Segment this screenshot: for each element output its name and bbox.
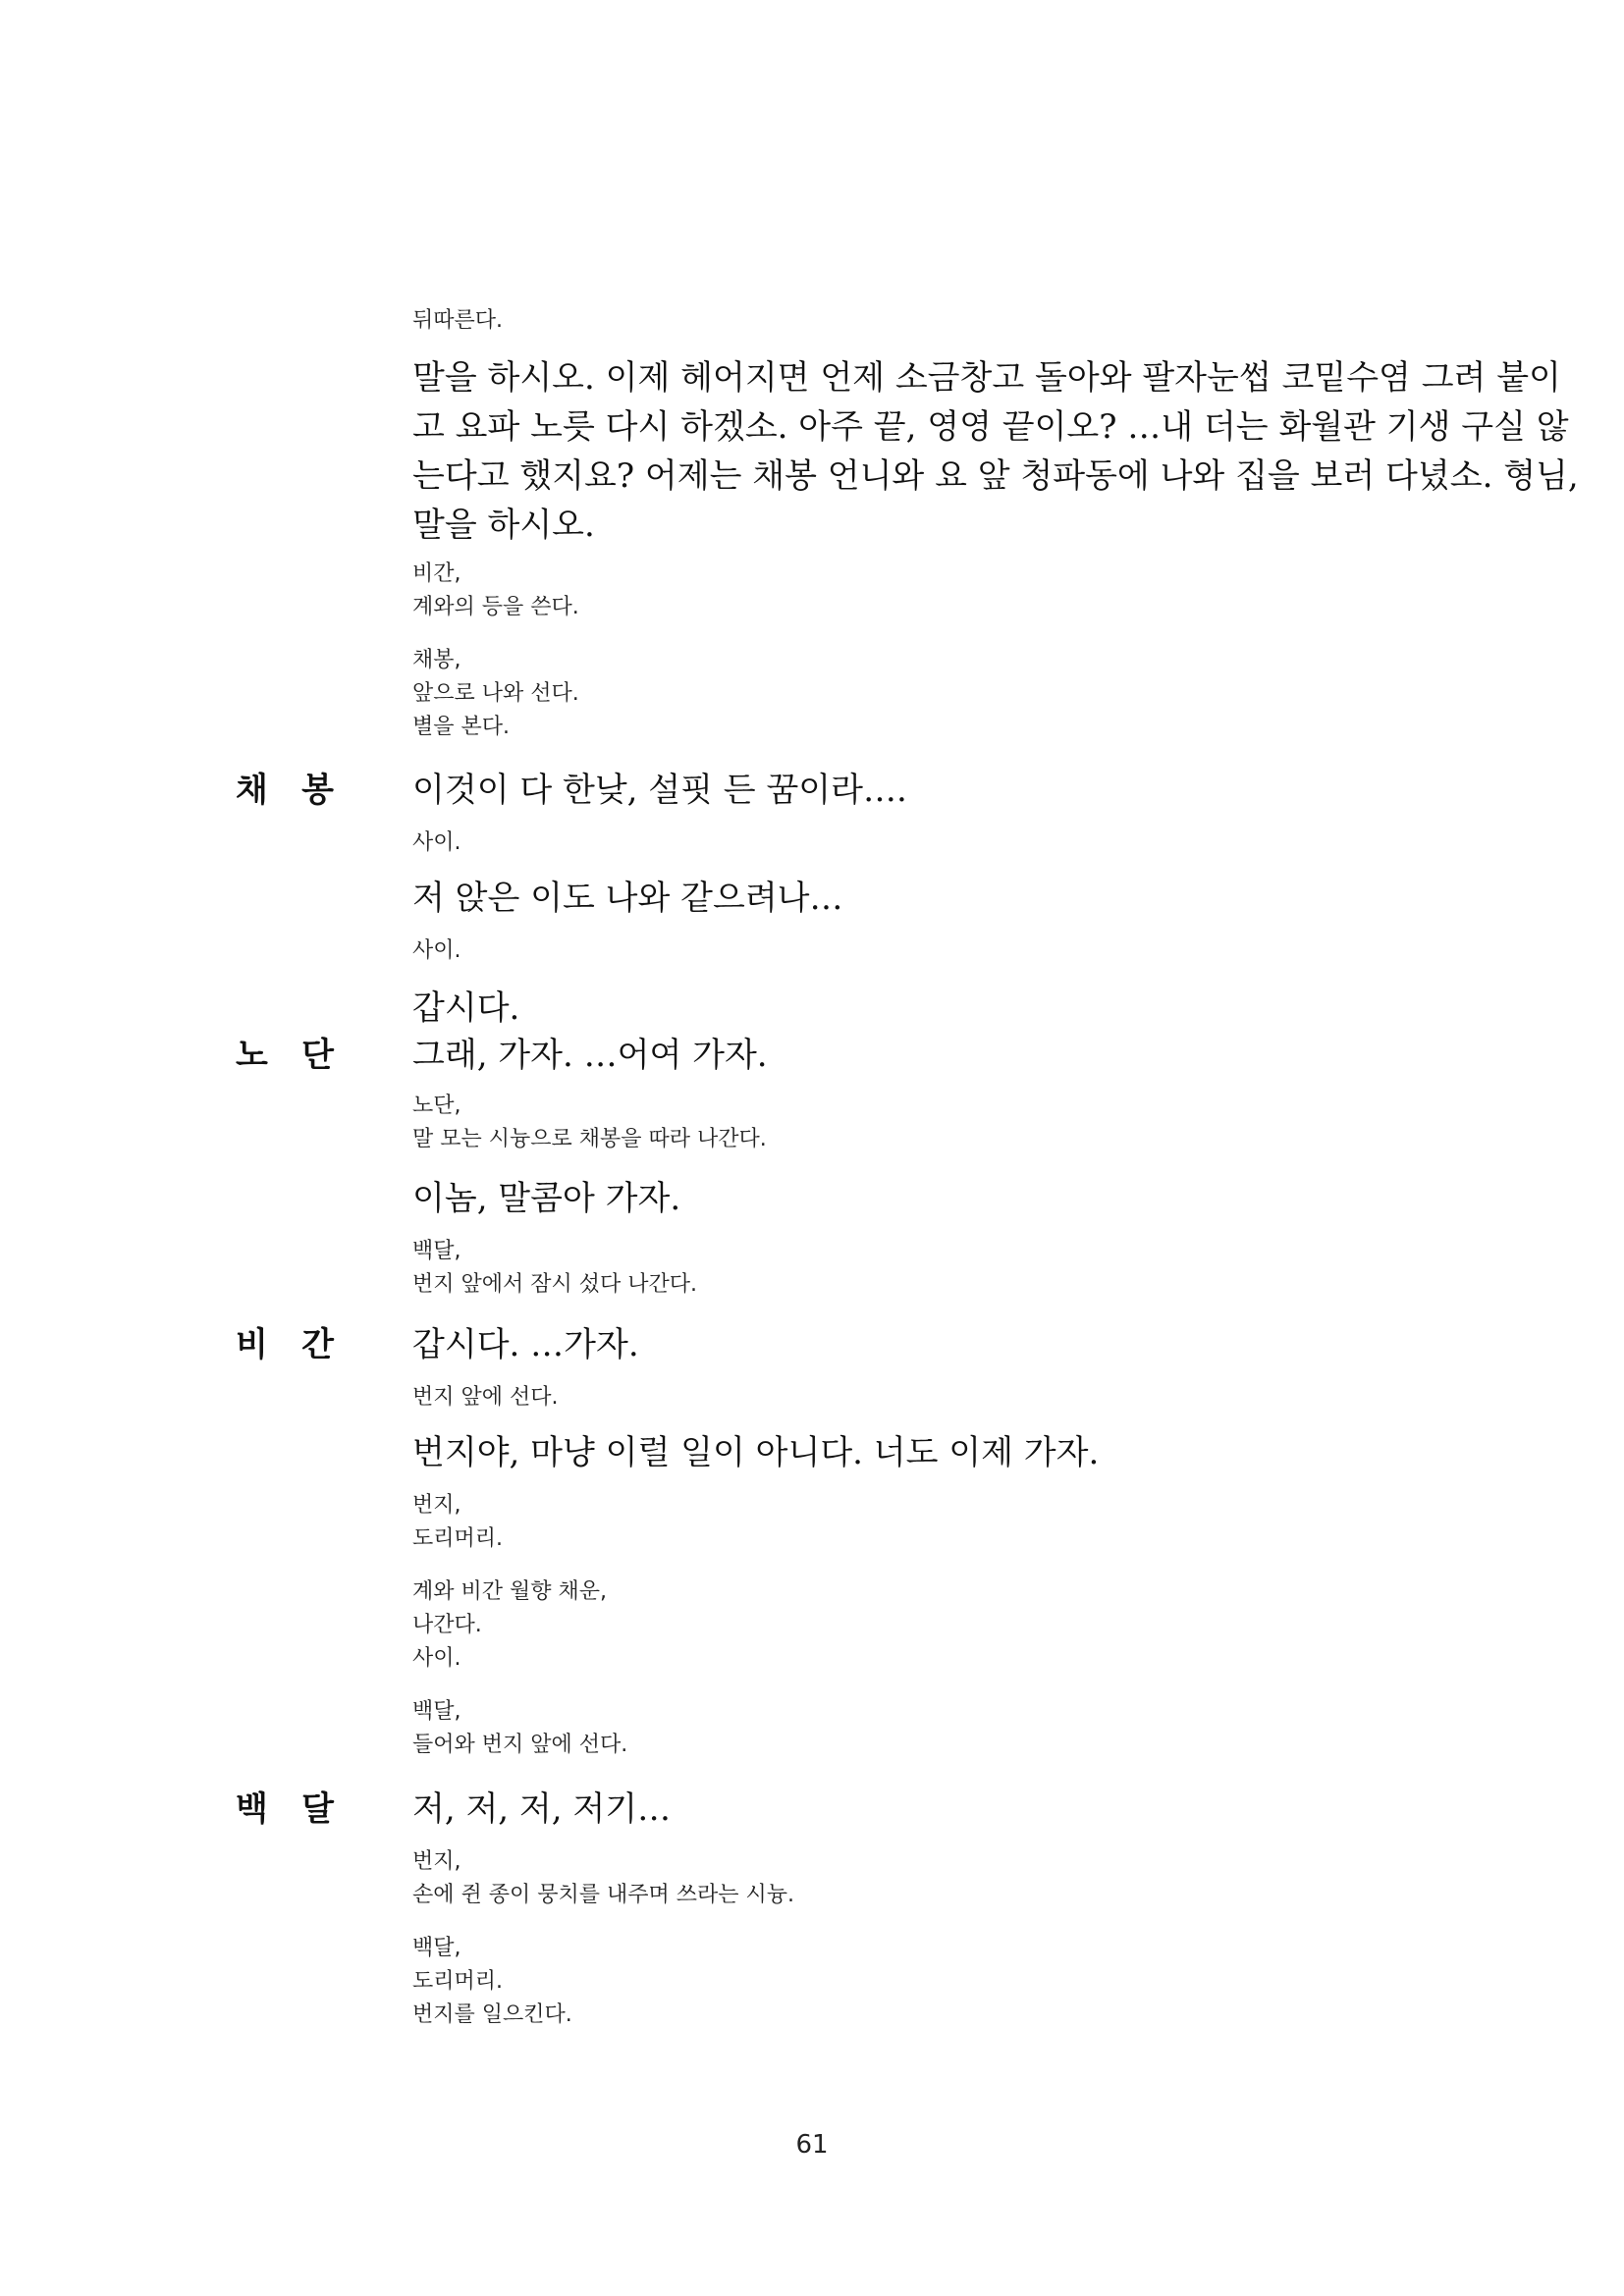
stage-direction-line: 뒤따른다.: [412, 308, 504, 333]
stage-direction-line: 별을 본다.: [412, 715, 510, 739]
dialogue-line: 번지야, 마냥 이럴 일이 아니다. 너도 이제 가자.: [412, 1433, 1100, 1472]
stage-direction-line: 백달,: [412, 1936, 461, 1960]
page-number: 61: [795, 2130, 829, 2160]
stage-direction: [412, 1489, 503, 1556]
stage-direction: [412, 1090, 767, 1156]
stage-direction-line: 번지,: [412, 1849, 461, 1874]
stage-direction-line: 채봉,: [412, 648, 461, 672]
stage-direction-line: 계와의 등을 쓴다.: [412, 595, 579, 619]
stage-direction: [412, 1695, 627, 1762]
speaker-bigan: [236, 1320, 334, 1369]
stage-direction-line: 번지를 일으킨다.: [412, 2002, 572, 2027]
dialogue-line: 말을 하시오.: [412, 506, 595, 545]
dialogue-line: 이놈, 말콤아 가자.: [412, 1179, 681, 1218]
stage-direction: [412, 934, 461, 968]
stage-direction-line: 도리머리.: [412, 1969, 504, 1994]
stage-direction-line: 도리머리.: [412, 1526, 504, 1551]
stage-direction-line: 번지 앞에서 잠시 섰다 나간다.: [412, 1272, 697, 1297]
stage-direction-line: 번지,: [412, 1493, 461, 1518]
dialogue-line: 저 앉은 이도 나와 같으려나…: [412, 879, 843, 918]
stage-direction-line: 계와 비간 월향 채운,: [412, 1579, 607, 1604]
speaker-baekdal: [236, 1785, 334, 1834]
speaker-char: 달: [301, 1789, 334, 1829]
dialogue-line: 말을 하시오. 이제 헤어지면 언제 소금창고 돌아와 팔자눈썹 코밑수염 그려 붙이: [412, 358, 1561, 398]
speaker-char: 채: [236, 771, 268, 810]
stage-direction-line: 말 모는 시늉으로 채봉을 따라 나간다.: [412, 1127, 767, 1151]
stage-direction-line: 손에 쥔 종이 뭉치를 내주며 쓰라는 시늉.: [412, 1883, 794, 1907]
speaker-chaebong: [236, 766, 334, 815]
stage-direction-line: 백달,: [412, 1239, 461, 1263]
dialogue-paragraph: [412, 353, 1579, 550]
speaker-nodan: [236, 1031, 334, 1080]
stage-direction-line: 백달,: [412, 1699, 461, 1724]
stage-direction: [412, 827, 461, 860]
speaker-char: 노: [236, 1036, 268, 1075]
dialogue-line: 는다고 했지요? 어제는 채봉 언니와 요 앞 청파동에 나와 집을 보러 다녔소. 형님,: [412, 456, 1579, 496]
stage-direction: [412, 644, 579, 744]
dialogue-line: 이것이 다 한낮, 설핏 든 꿈이라….: [412, 771, 907, 810]
stage-direction-line: 사이.: [412, 938, 461, 963]
stage-direction: [412, 1235, 697, 1302]
stage-direction: [412, 558, 579, 624]
stage-direction: [412, 1381, 559, 1415]
dialogue-line: 그래, 가자. …어여 가자.: [412, 1036, 768, 1075]
dialogue-line: 고 요파 노릇 다시 하겠소. 아주 끝, 영영 끝이오? …내 더는 화월관 기생 구실 않: [412, 407, 1569, 447]
stage-direction-line: 앞으로 나와 선다.: [412, 681, 579, 706]
stage-direction: [412, 1845, 794, 1912]
stage-direction-line: 들어와 번지 앞에 선다.: [412, 1733, 628, 1757]
stage-direction: [412, 304, 503, 338]
speaker-char: 봉: [301, 771, 334, 810]
stage-direction-line: 사이.: [412, 1646, 461, 1671]
stage-direction: [412, 1575, 607, 1676]
dialogue-line: 저, 저, 저, 저기…: [412, 1789, 672, 1829]
dialogue-line: 갑시다. …가자.: [412, 1325, 639, 1364]
stage-direction-line: 나간다.: [412, 1613, 482, 1637]
stage-direction-line: 비간,: [412, 561, 461, 586]
stage-direction-line: 노단,: [412, 1094, 461, 1118]
stage-direction-line: 사이.: [412, 830, 461, 855]
speaker-char: 비: [236, 1325, 268, 1364]
stage-direction: [412, 1932, 572, 2032]
speaker-char: 단: [301, 1036, 334, 1075]
speaker-char: 간: [301, 1325, 334, 1364]
stage-direction-line: 번지 앞에 선다.: [412, 1385, 559, 1410]
speaker-char: 백: [236, 1789, 268, 1829]
dialogue-line: 갑시다.: [412, 988, 520, 1028]
